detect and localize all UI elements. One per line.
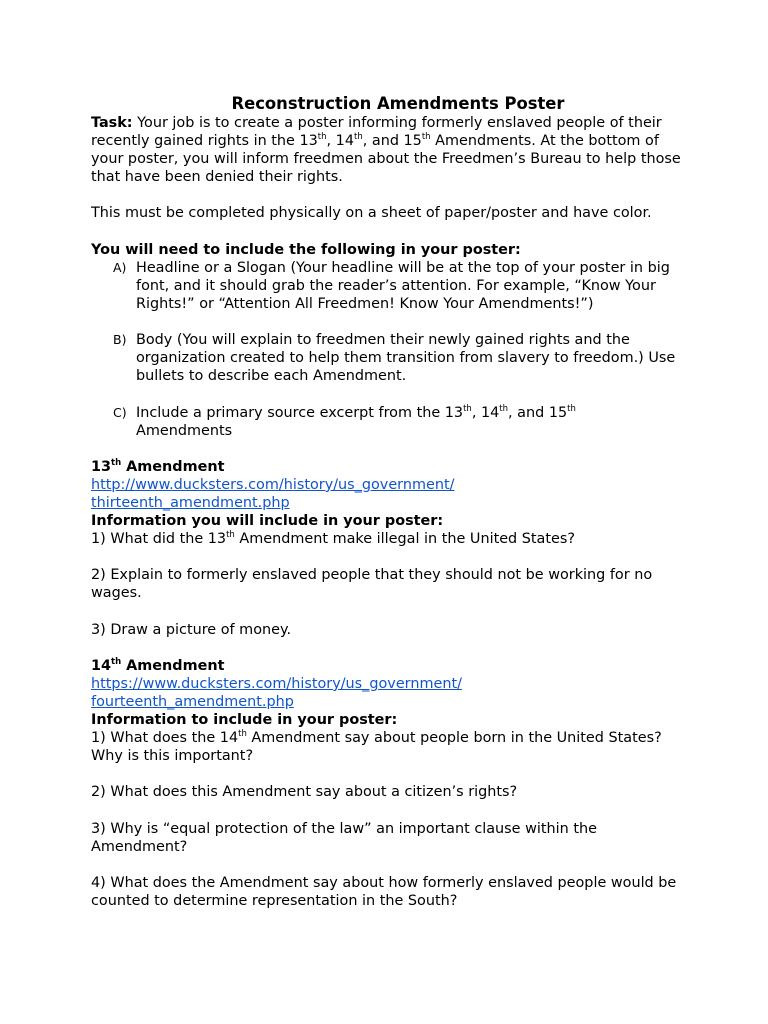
requirements-list — [91, 259, 691, 440]
list-marker: A) — [113, 259, 127, 275]
amendment-14-question-4: 4) What does the Amendment say about how formerly enslaved people would be counted to determine representation in the South? — [91, 874, 677, 910]
list-marker: B) — [113, 332, 127, 348]
amendment-13-question-1: 1) What did the 13th Amendment make illegal in the United States? — [91, 530, 575, 548]
task-paragraph: Task: Your job is to create a poster informing formerly enslaved people of their recently gained rights in the 13th, 14th, and 15th Amendments. At the bottom of your poster, you will inform freedmen about the Freedmen’s Bureau to help those that have been denied their rights. — [91, 115, 681, 186]
amendment-14-question-1: 1) What does the 14th Amendment say about people born in the United States? Why is this important? — [91, 729, 662, 765]
amendment-14-heading: 14th Amendment — [91, 656, 225, 674]
amendment-14-link[interactable]: https://www.ducksters.com/history/us_government/ fourteenth_amendment.php — [91, 675, 462, 710]
amendment-14-question-2: 2) What does this Amendment say about a citizen’s rights? — [91, 784, 518, 801]
amendment-13-info-heading: Information you will include in your poster: — [91, 513, 444, 530]
list-marker: C) — [113, 404, 127, 420]
list-item: C) Include a primary source excerpt from the 13th, 14th, and 15th Amendments — [113, 403, 576, 439]
amendment-14-question-3: 3) Why is “equal protection of the law” an important clause within the Amendment? — [91, 820, 597, 855]
physical-note: This must be completed physically on a sheet of paper/poster and have color. — [91, 205, 652, 222]
amendment-13-question-3: 3) Draw a picture of money. — [91, 621, 292, 638]
task-label: Task: — [91, 115, 133, 131]
list-item: B) Body (You will explain to freedmen their newly gained rights and the organization created to help them transition from slavery to freedom.) Use bullets to describe each Amendment. — [113, 332, 676, 385]
document-body — [91, 94, 691, 910]
amendment-13-heading: 13th Amendment — [91, 457, 225, 475]
requirements-heading: You will need to include the following in your poster: — [91, 241, 521, 258]
amendment-14-info-heading: Information to include in your poster: — [91, 712, 398, 729]
amendment-13-link-container — [91, 476, 691, 512]
page-title: Reconstruction Amendments Poster — [231, 94, 565, 113]
list-item: A) Headline or a Slogan (Your headline will be at the top of your poster in big font, and it should grab the reader’s attention. For example, “Know Your Rights!” or “Attention All Freedmen! Know Your Amendments!”) — [113, 259, 670, 312]
amendment-13-link[interactable]: http://www.ducksters.com/history/us_government/ thirteenth_amendment.php — [91, 476, 455, 511]
amendment-13-question-2: 2) Explain to formerly enslaved people that they should not be working for no wages. — [91, 567, 653, 602]
amendment-14-link-container — [91, 675, 691, 711]
